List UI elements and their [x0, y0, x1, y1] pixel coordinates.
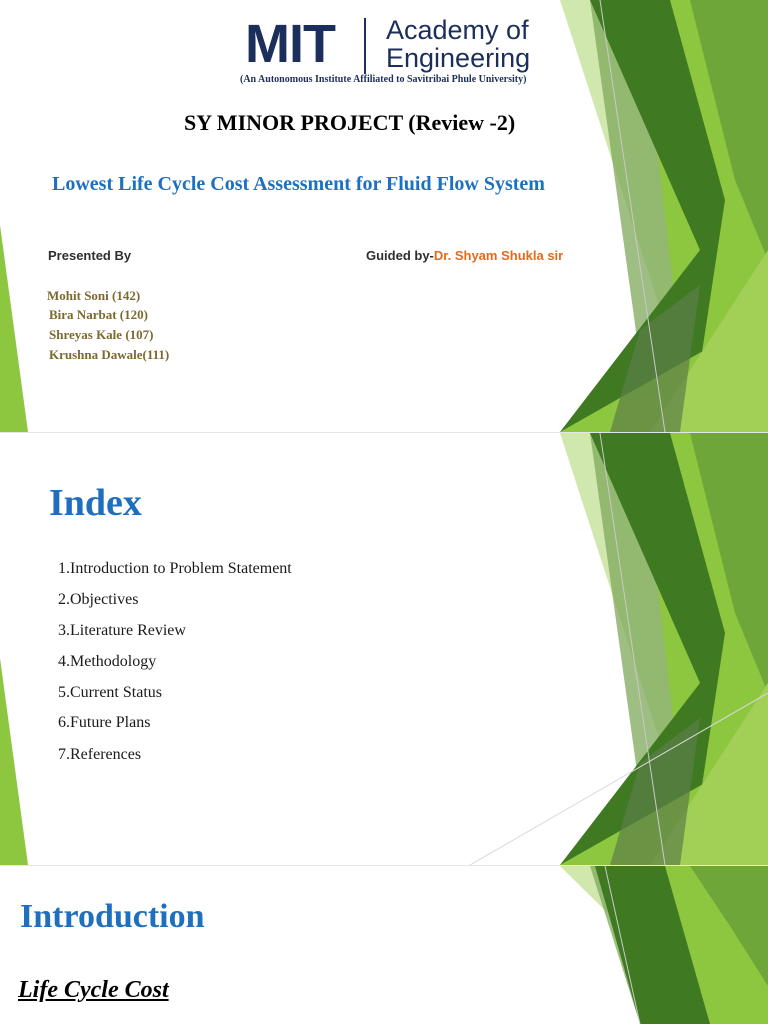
index-item: 5.Current Status [58, 684, 162, 701]
guided-by [366, 248, 563, 263]
index-title: Index [49, 482, 142, 524]
mit-logo-mark: MIT [245, 14, 335, 74]
member-item: Mohit Soni (142) [47, 288, 141, 303]
life-cycle-cost-heading: Life Cycle Cost [18, 977, 169, 1003]
logo-affiliation: (An Autonomous Institute Affiliated to Savitribai Phule University) [240, 74, 527, 85]
member-item: Shreyas Kale (107) [49, 327, 154, 342]
project-title: SY MINOR PROJECT (Review -2) [184, 110, 516, 135]
index-item: 2.Objectives [58, 591, 139, 608]
slide-introduction [0, 866, 768, 1024]
project-subtitle: Lowest Life Cycle Cost Assessment for Fluid Flow System [52, 173, 545, 195]
index-item: 4.Methodology [58, 653, 157, 670]
logo-line-2: Engineering [386, 43, 531, 73]
logo-line-1: Academy of [386, 15, 529, 45]
member-item: Bira Narbat (120) [49, 307, 148, 322]
index-item: 6.Future Plans [58, 714, 151, 731]
logo-divider [364, 18, 366, 74]
member-item: Krushna Dawale(111) [49, 347, 170, 362]
index-item: 7.References [58, 746, 142, 763]
index-item: 1.Introduction to Problem Statement [58, 560, 292, 577]
green-triangles-decoration [0, 0, 768, 432]
introduction-title: Introduction [20, 898, 205, 935]
guided-by-label: Guided by- [366, 248, 434, 263]
slide-index [0, 433, 768, 865]
guide-name: Dr. Shyam Shukla sir [433, 248, 564, 263]
index-item: 3.Literature Review [58, 622, 186, 639]
slide-title [0, 0, 768, 432]
presented-by-label: Presented By [48, 248, 132, 263]
